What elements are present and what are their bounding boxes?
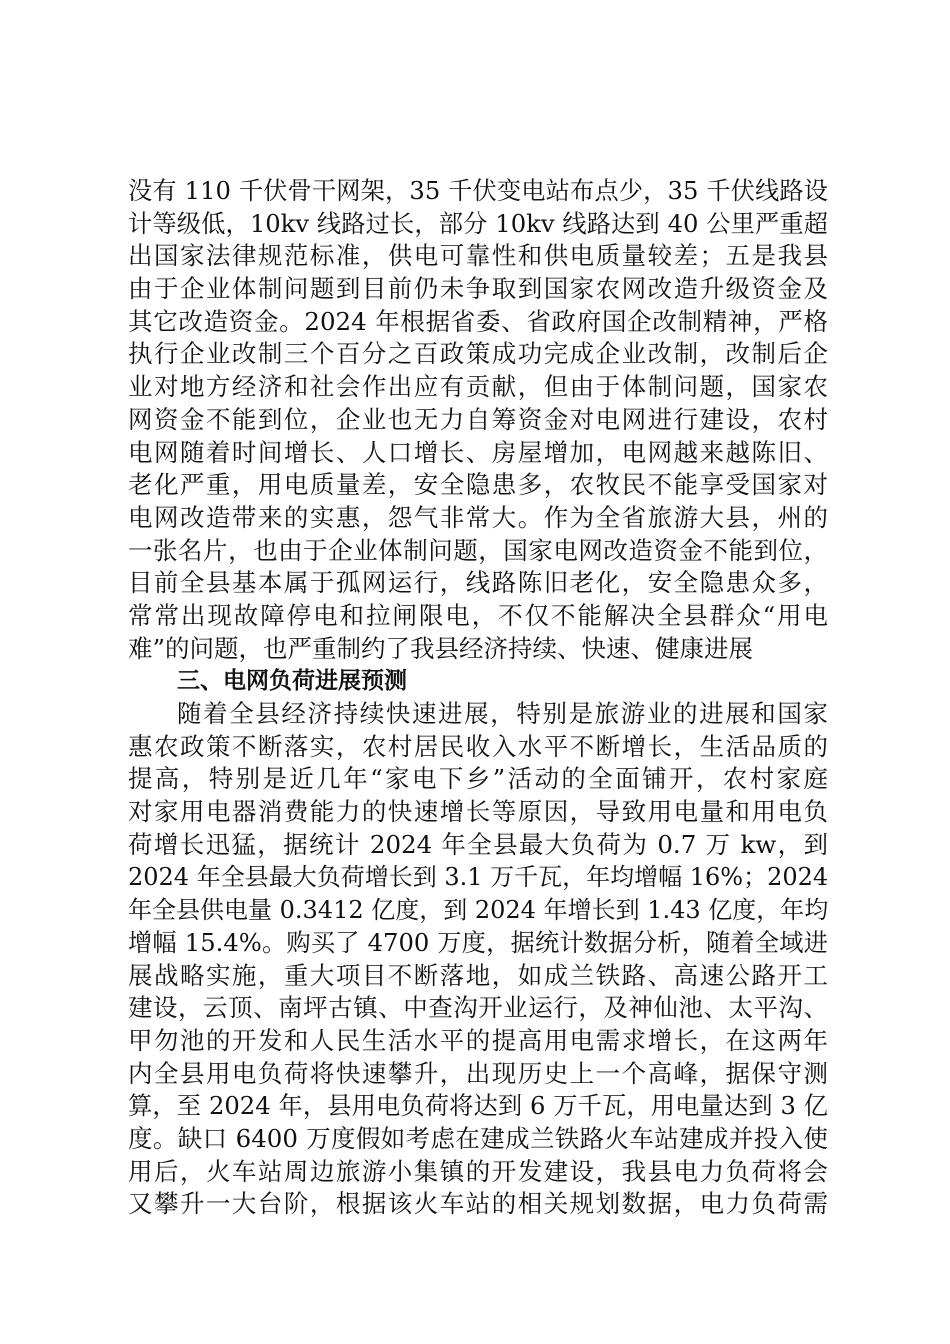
text-line: 没有 110 千伏骨干网架，35 千伏变电站布点少，35 千伏线路设 — [128, 176, 828, 205]
text-line: 内全县用电负荷将快速攀升，出现历史上一个高峰，据保守测 — [128, 1058, 828, 1088]
text-line: 2024 年全县最大负荷增长到 3.1 万千瓦，年均增幅 16%；2024 — [128, 863, 829, 892]
text-line: 年全县供电量 0.3412 亿度，到 2024 年增长到 1.43 亿度，年均 — [128, 896, 829, 925]
text-line: 电网改造带来的实惠，怨气非常大。作为全省旅游大县，州的 — [128, 502, 828, 532]
text-line: 计等级低，10kv 线路过长，部分 10kv 线路达到 40 公里严重超 — [128, 208, 828, 238]
text-line: 执行企业改制三个百分之百政策成功完成企业改制，改制后企 — [128, 339, 828, 369]
text-line: 度。缺口 6400 万度假如考虑在建成兰铁路火车站建成并投入使 — [128, 1123, 828, 1153]
text-line: 惠农政策不断落实，农村居民收入水平不断增长，生活品质的 — [128, 731, 828, 761]
text-line: 出国家法律规范标准，供电可靠性和供电质量较差；五是我县 — [128, 241, 828, 271]
text-line: 电网随着时间增长、人口增长、房屋增加，电网越来越陈旧、 — [128, 437, 828, 467]
text-line: 一张名片，也由于企业体制问题，国家电网改造资金不能到位， — [128, 535, 828, 565]
text-line: 荷增长迅猛，据统计 2024 年全县最大负荷为 0.7 万 kw，到 — [128, 829, 828, 859]
text-line: 常常出现故障停电和拉闸限电，不仅不能解决全县群众“用电 — [128, 600, 828, 630]
text-line: 又攀升一大台阶，根据该火车站的相关规划数据，电力负荷需 — [128, 1189, 828, 1219]
text-line: 甲勿池的开发和人民生活水平的提高用电需求增长，在这两年 — [128, 1025, 828, 1055]
text-line: 对家用电器消费能力的快速增长等原因，导致用电量和用电负 — [128, 797, 828, 827]
paragraph-2 — [128, 698, 828, 1221]
text-line: 增幅 15.4%。购买了 4700 万度，据统计数据分析，随着全域进 — [128, 927, 828, 957]
text-line: 其它改造资金。2024 年根据省委、省政府国企改制精神，严格 — [128, 306, 828, 336]
text-line: 难”的问题，也严重制约了我县经济持续、快速、健康进展 — [128, 633, 754, 663]
text-line: 由于企业体制问题到目前仍未争取到国家农网改造升级资金及 — [128, 274, 828, 304]
text-line: 展战略实施，重大项目不断落地，如成兰铁路、高速公路开工 — [128, 960, 828, 990]
text-line: 提高，特别是近几年“家电下乡”活动的全面铺开，农村家庭 — [128, 764, 828, 794]
text-line: 网资金不能到位，企业也无力自筹资金对电网进行建设，农村 — [128, 404, 828, 434]
text-line: 随着全县经济持续快速进展，特别是旅游业的进展和国家 — [177, 699, 828, 728]
document-page — [128, 175, 828, 1221]
text-line: 算，至 2024 年，县用电负荷将达到 6 万千瓦，用电量达到 3 亿 — [128, 1091, 828, 1121]
text-line: 老化严重，用电质量差，安全隐患多，农牧民不能享受国家对 — [128, 470, 828, 500]
section-heading: 三、电网负荷进展预测 — [177, 668, 407, 695]
text-line: 业对地方经济和社会作出应有贡献，但由于体制问题，国家农 — [128, 372, 828, 402]
text-line: 建设，云顶、南坪古镇、中查沟开业运行，及神仙池、太平沟、 — [128, 993, 828, 1023]
text-line: 目前全县基本属于孤网运行，线路陈旧老化，安全隐患众多， — [128, 568, 828, 598]
paragraph-1 — [128, 175, 828, 665]
text-line: 用后，火车站周边旅游小集镇的开发建设，我县电力负荷将会 — [128, 1156, 828, 1186]
